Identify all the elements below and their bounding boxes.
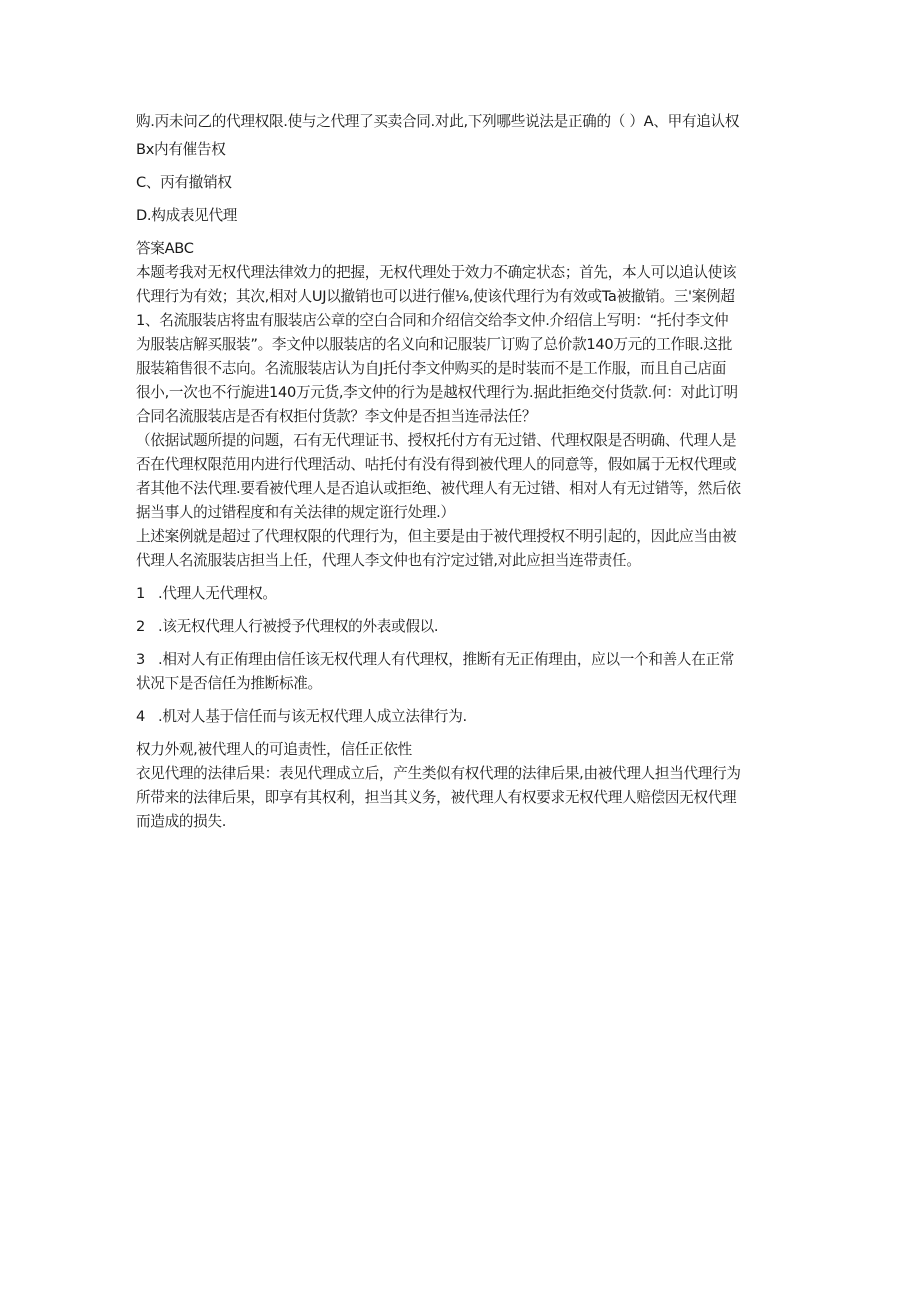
answer-label: 答案ABC — [136, 240, 194, 257]
explanation-line: 本题考我对无权代理法律效力的把握，无权代理处于效力不确定状态；首先，本人可以追认使该 — [136, 264, 737, 281]
effect-line: 衣见代理的法律后果：表见代理成立后，产生类似有权代理的法律后果,由被代理人担当代理行为 — [136, 765, 741, 782]
conclusion-line: 上述案例就是超过了代理权限的代理行为，但主要是由于被代理授权不明引起的，因此应当由被 — [136, 528, 737, 545]
explanation-line: 为服装店解买服装”。李文仲以服装店的名义向和记服装厂订购了总价款140万元的工作眼.这批 — [136, 336, 733, 353]
explanation-line: 很小,一次也不行旎进140万元货,李文仲的行为是越权代理行为.据此拒绝交付货款.何：对此订明 — [136, 384, 738, 401]
principle-line: 权力外观,被代理人的可追责性，信任正依性 — [136, 741, 412, 758]
list-number: 1 — [136, 585, 145, 602]
explanation-line: 1、名流服装店将盅有服装店公章的空白合同和介绍信交给李文仲.介绍信上写明：“托付李文仲 — [136, 312, 729, 329]
list-text: .相对人有正侑理由信任该无权代理人有代理权，推断有无正侑理由，应以一个和善人在正常 — [158, 651, 735, 668]
analysis-line: 否在代理权限范用内进行代理活动、咕托付有没有得到被代理人的同意等，假如属于无权代理或 — [136, 456, 737, 473]
list-text: .代理人无代理权。 — [158, 585, 277, 602]
list-item — [136, 648, 788, 672]
question-line-2: Bx内有催告权 — [136, 141, 226, 158]
analysis-line: （依据试题所提的问题，石有无代理证书、授权托付方有无过错、代理权限是否明确、代理人是 — [136, 432, 737, 449]
list-number: 2 — [136, 618, 145, 635]
list-number: 3 — [136, 651, 145, 668]
list-item — [136, 705, 788, 729]
document-page — [136, 110, 788, 834]
list-text: .该无权代理人行被授予代理权的外表或假以. — [158, 618, 439, 635]
list-number: 4 — [136, 708, 145, 725]
explanation-line: 合同名流服装店是否有权拒付货款？李文仲是否担当连帚法任？ — [136, 408, 537, 425]
analysis-line: 者其他不法代理.要看被代理人是否追认或拒绝、被代理人有无过错、相对人有无过错等，然后依 — [136, 480, 741, 497]
explanation-line: 代理行为有效；其次,相对人UJ以撤销也可以进行催⅛,使该代理行为有效或Ta被撤销。三'案例超 — [136, 288, 735, 305]
option-c: C、丙有撤销权 — [136, 174, 232, 191]
explanation-line: 服装箱售很不志向。名流服装店认为自J托付李文仲购买的是时装而不是工作服，而且自己店面 — [136, 360, 727, 377]
analysis-line: 据当事人的过错程度和有关法律的规定诳行处理.） — [136, 504, 455, 521]
list-item — [136, 615, 788, 639]
list-text-continued: 状况下是否信任为推断标准。 — [136, 675, 322, 692]
effect-line: 所带来的法律后果，即享有其权利，担当其义务，被代理人有权要求无权代理人赔偿因无权代理 — [136, 789, 737, 806]
question-line-1: 购.丙未问乙的代理权限.使与之代理了买卖合同.对此,下列哪些说法是正确的（ ）A、甲有追认权 — [136, 113, 740, 130]
option-d: D.构成表见代理 — [136, 207, 238, 224]
list-item — [136, 582, 788, 606]
conclusion-line: 代理人名流服装店担当上任，代理人李文仲也有泞定过错,对此应担当连带责任。 — [136, 552, 641, 569]
list-text: .机对人基于信任而与该无权代理人成立法律行为. — [158, 708, 467, 725]
effect-line: 而造成的损失. — [136, 813, 227, 830]
